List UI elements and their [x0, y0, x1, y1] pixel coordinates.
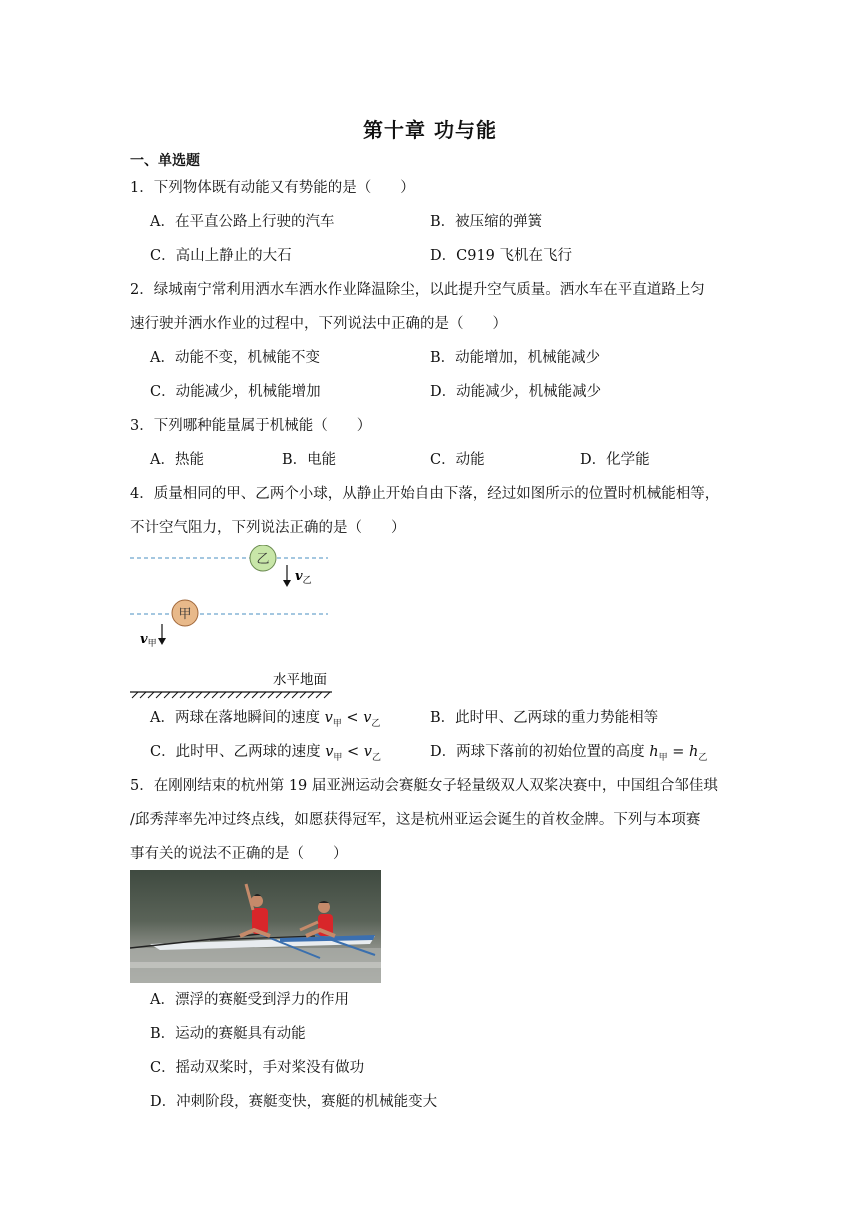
q2-option-d[interactable]: D．动能减少，机械能减少	[430, 384, 602, 400]
q2-option-c[interactable]: C．动能减少，机械能增加	[150, 384, 321, 400]
q2-stem-line1: 2．绿城南宁常利用洒水车洒水作业降温除尘，以此提升空气质量。洒水车在平直道路上匀	[130, 282, 705, 298]
q1-option-d[interactable]: D．C919 飞机在飞行	[430, 248, 573, 264]
q3-option-c[interactable]: C．动能	[430, 452, 485, 468]
q4-option-a[interactable]: A．两球在落地瞬间的速度 $v_甲 < v_乙$	[150, 710, 381, 729]
q5-option-a[interactable]: A．漂浮的赛艇受到浮力的作用	[150, 992, 349, 1008]
q3-option-d[interactable]: D．化学能	[580, 452, 650, 468]
q4-option-b[interactable]: B．此时甲、乙两球的重力势能相等	[430, 710, 659, 726]
q1-option-a[interactable]: A．在平直公路上行驶的汽车	[150, 214, 335, 230]
ground-hatching	[132, 692, 330, 698]
q4-option-d[interactable]: D．两球下落前的初始位置的高度 $h_甲 = h_乙$	[430, 744, 708, 763]
q3-option-b[interactable]: B．电能	[282, 452, 337, 468]
q5-stem-line2: /邱秀萍率先冲过终点线，如愿获得冠军，这是杭州亚运会诞生的首枚金牌。下列与本项赛	[130, 812, 701, 828]
q1-stem: 1．下列物体既有动能又有势能的是（ ）	[130, 180, 415, 196]
ball-yi-label: 乙	[256, 552, 270, 567]
q5-option-d[interactable]: D．冲刺阶段，赛艇变快，赛艇的机械能变大	[150, 1094, 438, 1110]
ball-jia-label: 甲	[178, 607, 192, 622]
v-jia-label: $v_甲$	[140, 632, 157, 649]
q5-stem-line1: 5．在刚刚结束的杭州第 19 届亚洲运动会赛艇女子轻量级双人双桨决赛中，中国组合邹佳琪	[130, 778, 718, 794]
q4-stem-line2: 不计空气阻力，下列说法正确的是（ ）	[130, 520, 406, 536]
arrow-jia-head	[158, 638, 166, 645]
q5-option-b[interactable]: B．运动的赛艇具有动能	[150, 1026, 306, 1042]
v-yi-label: $v_乙$	[295, 569, 312, 586]
q5-stem-line3: 事有关的说法不正确的是（ ）	[130, 846, 348, 862]
page-title: 第十章 功与能	[363, 118, 497, 142]
q4-stem-line1: 4．质量相同的甲、乙两个小球，从静止开始自由下落，经过如图所示的位置时机械能相等，	[130, 486, 720, 502]
q2-option-a[interactable]: A．动能不变，机械能不变	[150, 350, 320, 366]
q2-option-b[interactable]: B．动能增加，机械能减少	[430, 350, 601, 366]
falling-balls-figure	[128, 545, 338, 705]
q5-option-c[interactable]: C．摇动双桨时，手对桨没有做功	[150, 1060, 365, 1076]
q4-option-c[interactable]: C．此时甲、乙两球的速度 $v_甲 < v_乙$	[150, 744, 382, 763]
ground-label: 水平地面	[273, 672, 327, 688]
q2-stem-line2: 速行驶并洒水作业的过程中，下列说法中正确的是（ ）	[130, 316, 507, 332]
q3-option-a[interactable]: A．热能	[150, 452, 204, 468]
arrow-yi-head	[283, 580, 291, 587]
section-heading: 一、单选题	[130, 153, 200, 169]
q3-stem: 3．下列哪种能量属于机械能（ ）	[130, 418, 372, 434]
q1-option-c[interactable]: C．高山上静止的大石	[150, 248, 292, 264]
q1-option-b[interactable]: B．被压缩的弹簧	[430, 214, 543, 230]
rowing-photo	[130, 870, 381, 983]
